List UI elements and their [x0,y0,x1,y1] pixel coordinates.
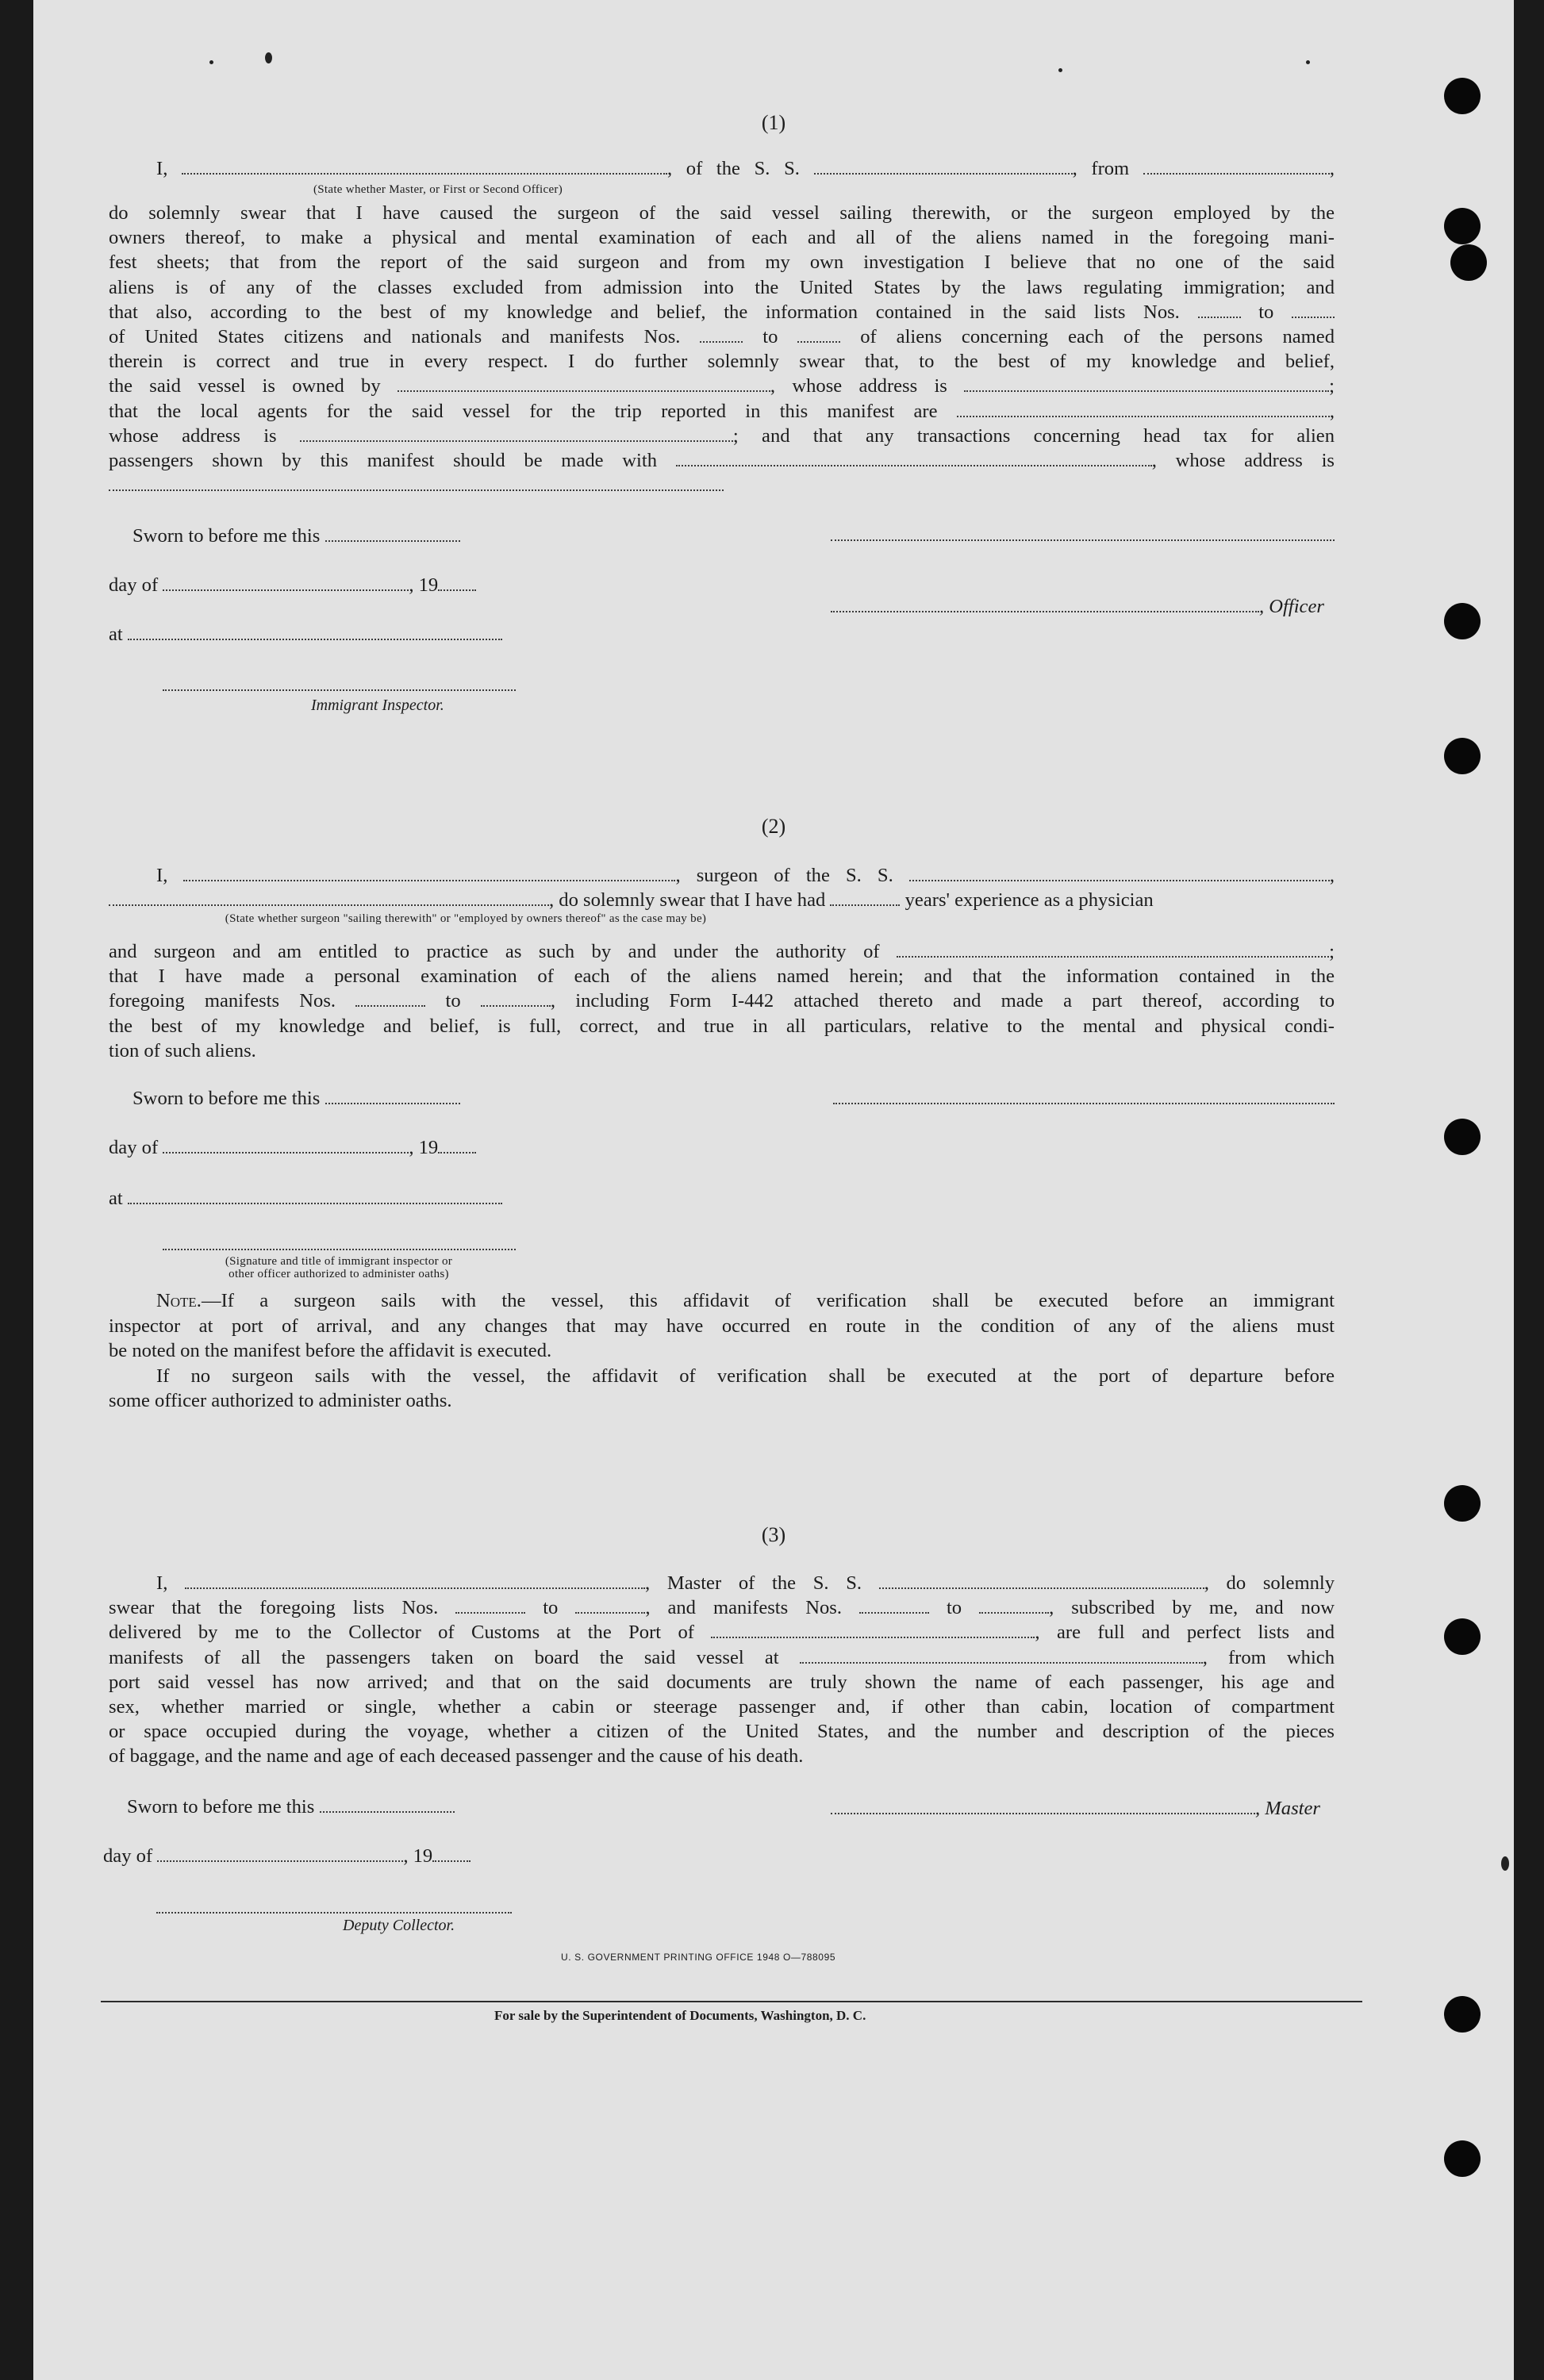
punch-hole [1444,2140,1481,2177]
s2-at: at [109,1187,502,1211]
blank-s3-vessel[interactable] [879,1572,1204,1589]
blank-officer-rank[interactable] [182,157,667,175]
blank-s3-month[interactable] [157,1844,403,1862]
s1-body-line: owners thereof, to make a physical and mental examination of each and all of the aliens named in the foregoing mani- [109,227,1335,249]
s1-body-line: that the local agents for the said vessel for the trip reported in this manifest are , [109,400,1335,422]
s1-inspector-line[interactable] [163,689,516,691]
s1-body-line: of United States citizens and nationals and manifests Nos. to of aliens concerning each of the persons named [109,326,1335,348]
s1-line-1: I, , of the S. S. , from , [156,158,1335,179]
blank-s1-officer[interactable] [831,595,1259,612]
s2-sworn: Sworn to before me this [133,1087,460,1111]
blank-s2-sworn-day[interactable] [325,1087,460,1104]
s3-day-of: day of , 19 [103,1844,470,1868]
s3-body-line: sex, whether married or single, whether a cabin or steerage passenger and, if other than cabin, location of compartment [109,1696,1335,1718]
blank-s3-list-to[interactable] [575,1596,645,1614]
s3-line-4: manifests of all the passengers taken on board the said vessel at , from which [109,1646,1335,1668]
blank-head-tax-address[interactable] [109,474,724,491]
s2-line-1: I, , surgeon of the S. S. , [156,865,1335,886]
s1-sworn: Sworn to before me this [133,524,460,548]
blank-s1-month[interactable] [163,574,409,591]
s2-day-of: day of , 19 [109,1136,476,1160]
blank-s2-manifest-from[interactable] [355,989,425,1007]
s1-body-line: aliens is of any of the classes excluded from admission into the United States by the laws regulating immigration; and [109,276,1335,298]
s1-body-line: do solemnly swear that I have caused the surgeon of the said vessel sailing therewith, or the surgeon employed by the [109,202,1335,224]
speck [265,52,272,63]
s2-body-line: tion of such aliens. [109,1039,256,1061]
s2-line-2: , do solemnly swear that I have had years' experience as a physician [109,888,1335,912]
s2-inspector-line[interactable] [163,1249,516,1250]
blank-s1-sworn-day[interactable] [325,524,460,542]
s2-body-line: the best of my knowledge and belief, is full, correct, and true in all particulars, relative to the mental and physical condi- [109,1015,1335,1037]
s1-inspector-caption: Immigrant Inspector. [311,697,444,714]
s3-deputy-line[interactable] [156,1912,512,1914]
s2-body-line: and surgeon and am entitled to practice as such by and under the authority of ; [109,941,1335,962]
s1-officer: , Officer [831,595,1324,619]
section-2-number: (2) [761,815,786,838]
s2-signature-line[interactable] [833,1103,1335,1104]
s3-sworn: Sworn to before me this [127,1795,455,1819]
s3-master: , Master [831,1797,1320,1821]
s2-body-line: foregoing manifests Nos. to , including Form I-442 attached thereto and made a part thereof, according to [109,990,1335,1012]
blank-vessel-name[interactable] [814,157,1073,175]
blank-s3-master-signature[interactable] [831,1797,1255,1814]
section-1-number: (1) [761,111,786,134]
punch-hole [1444,1485,1481,1522]
section-3-number: (3) [761,1523,786,1546]
blank-s2-year[interactable] [438,1136,476,1154]
blank-s3-manifest-to[interactable] [979,1596,1049,1614]
blank-master-name[interactable] [185,1572,645,1589]
section-2-affidavit [109,863,1335,912]
blank-s3-year[interactable] [432,1844,470,1862]
s2-note [109,1288,1335,1414]
speck [1306,60,1310,64]
form-page [33,0,1514,2380]
punch-hole [1444,738,1481,774]
blank-agents-address[interactable] [300,424,733,442]
punch-hole [1444,1119,1481,1155]
speck [209,60,213,64]
blank-s2-manifest-to[interactable] [481,989,551,1007]
blank-surgeon-status[interactable] [109,889,549,906]
note-line: inspector at port of arrival, and any changes that may have occurred en route in the condition of any of the aliens must [109,1315,1335,1337]
blank-local-agents[interactable] [957,400,1330,417]
speck [1058,68,1062,72]
speck [1501,1856,1509,1871]
blank-s1-place[interactable] [128,623,502,640]
s1-at: at [109,623,502,647]
blank-authority[interactable] [897,940,1329,958]
blank-s3-sworn-day[interactable] [320,1795,455,1813]
blank-s2-vessel[interactable] [909,864,1330,881]
sale-notice: For sale by the Superintendent of Documents, Washington, D. C. [494,2008,866,2023]
blank-s2-place[interactable] [128,1187,502,1204]
blank-s3-manifest-from[interactable] [859,1596,929,1614]
gpo-imprint: U. S. GOVERNMENT PRINTING OFFICE 1948 O—788095 [561,1952,836,1963]
s1-day-of: day of , 19 [109,574,476,597]
s1-body-line: passengers shown by this manifest should be made with , whose address is [109,450,1335,472]
s1-signature-line[interactable] [831,539,1335,541]
section-1-body [109,201,1335,497]
blank-list-to[interactable] [1292,301,1335,318]
blank-s3-list-from[interactable] [455,1596,525,1614]
s3-body-line: of baggage, and the name and age of each deceased passenger and the cause of his death. [109,1745,804,1768]
punch-hole [1444,78,1481,114]
note-line: some officer authorized to administer oaths. [109,1390,452,1411]
punch-hole [1444,1618,1481,1655]
punch-hole [1444,1996,1481,2033]
blank-s1-year[interactable] [438,574,476,591]
blank-manifest-to[interactable] [797,325,840,343]
section-3-affidavit [109,1571,1335,1769]
s3-body-line: port said vessel has now arrived; and that on the said documents are truly shown the name of each passenger, his age and [109,1671,1335,1693]
s2-status-caption: (State whether surgeon "sailing therewith" or "employed by owners thereof" as the case may be) [225,912,707,925]
note-line: Note.—If a surgeon sails with the vessel, this affidavit of verification shall be executed before an immigrant [156,1290,1335,1311]
blank-manifest-from[interactable] [700,325,743,343]
s1-body-line: fest sheets; that from the report of the said surgeon and from my own investigation I believe that no one of the said [109,251,1335,274]
note-line: If no surgeon sails with the vessel, the affidavit of verification shall be executed at the port of departure before [156,1365,1335,1387]
blank-embarkation-port[interactable] [800,1646,1203,1664]
blank-list-from[interactable] [1198,301,1241,318]
s1-body-line: whose address is ; and that any transactions concerning head tax for alien [109,424,1335,447]
note-line: be noted on the manifest before the affidavit is executed. [109,1340,552,1361]
s1-rank-caption: (State whether Master, or First or Second Officer) [313,183,563,196]
blank-departure-port[interactable] [1143,157,1330,175]
s3-deputy-caption: Deputy Collector. [343,1917,455,1934]
s3-line-3: delivered by me to the Collector of Customs at the Port of , are full and perfect lists and [109,1622,1335,1644]
s1-body-line [109,473,1335,497]
punch-hole [1450,244,1487,281]
blank-head-tax-party[interactable] [676,449,1152,466]
punch-hole [1444,603,1481,639]
s3-line-2: swear that the foregoing lists Nos. to , and manifests Nos. to , subscribed by me, and now [109,1597,1335,1619]
s3-body-line: or space occupied during the voyage, whether a citizen of the United States, and the number and description of the pieces [109,1721,1335,1743]
blank-years-experience[interactable] [830,889,900,906]
section-1-affidavit [109,156,1335,181]
punch-hole [1444,208,1481,244]
blank-owner-address[interactable] [964,374,1329,392]
section-2-body [109,939,1335,1063]
s1-body-line: the said vessel is owned by , whose address is ; [109,375,1335,397]
blank-vessel-owner[interactable] [398,374,770,392]
blank-s2-month[interactable] [163,1136,409,1154]
s1-body-line: that also, according to the best of my knowledge and belief, the information contained in the said lists Nos. to [109,300,1335,324]
s2-body-line: that I have made a personal examination of each of the aliens named herein; and that the information contained in the [109,965,1335,988]
blank-surgeon-name[interactable] [183,864,675,881]
s3-line-1: I, , Master of the S. S. , do solemnly [156,1572,1335,1594]
s1-body-line: therein is correct and true in every respect. I do further solemnly swear that, to the best of my knowledge and belief, [109,351,1335,373]
blank-port-of-arrival[interactable] [711,1621,1035,1638]
s2-signature-caption: (Signature and title of immigrant inspector or other officer authorized to administer oaths) [225,1255,453,1280]
footer-rule [101,2001,1362,2002]
